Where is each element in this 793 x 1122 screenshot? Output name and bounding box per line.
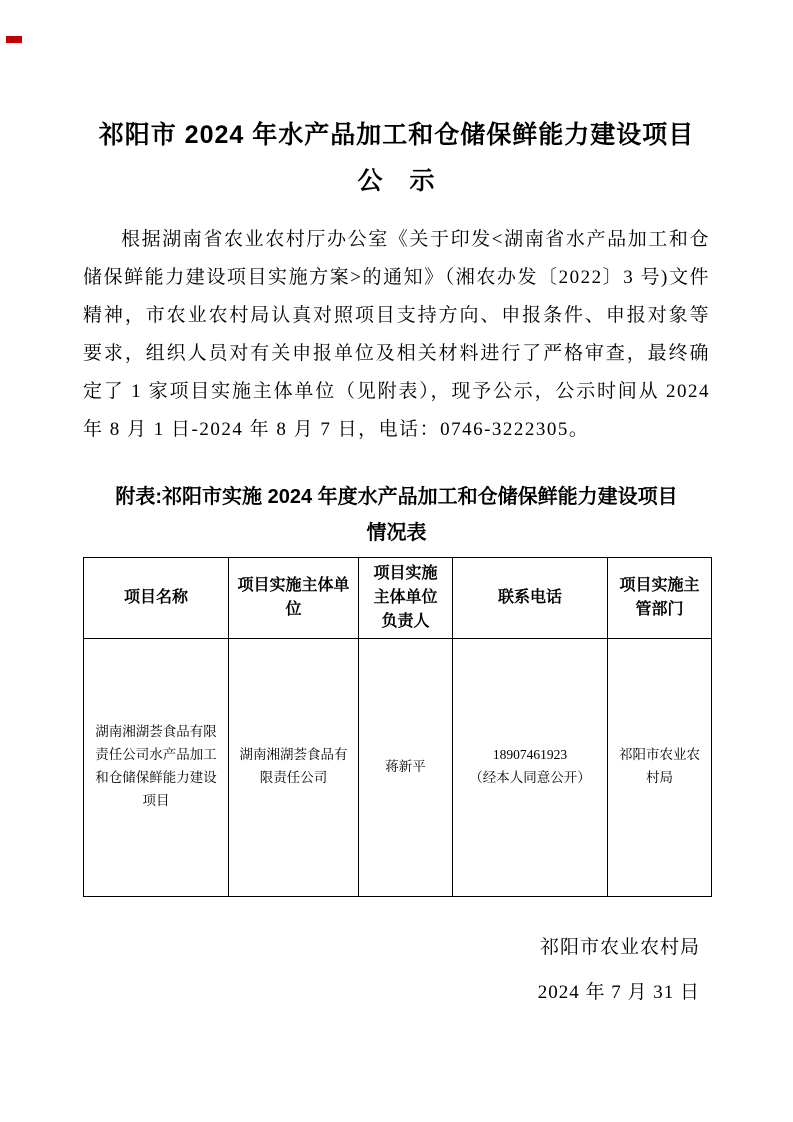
phone-number: 18907461923 [492,747,568,763]
header-contact-phone: 联系电话 [453,557,608,638]
signature-block [83,925,710,1016]
header-supervising-department: 项目实施主管部门 [608,557,712,638]
signature-org: 祁阳市农业农村局 [539,936,700,958]
cell-responsible-person: 蒋新平 [359,638,453,896]
header-implementing-unit: 项目实施主体单位 [229,557,359,638]
signature-date: 2024 年 7 月 31 日 [537,982,700,1004]
document-title [83,112,710,205]
header-project-name: 项目名称 [84,557,229,638]
body-paragraph: 根据湖南省农业农村厅办公室《关于印发<湖南省水产品加工和仓储保鲜能力建设项目实施方案>的通知》（湘农办发〔2022〕3 号)文件精神，市农业农村局认真对照项目支持方向、申报条件、申报对象等要求，组织人员对有关申报单位及相关材料进行了严格审查，最终确定了 1 家项目实施主体单位（见附表），现予公示，公示时间从 2024 年 8 月 1 日-2024 年 8 月 7 日，电话：0746-3222305。 [83,228,710,440]
red-scan-artifact [6,36,22,43]
phone-note: （经本人同意公开） [469,770,591,785]
title-line-2: 公 示 [357,167,436,196]
title-line-1: 祁阳市 2024 年水产品加工和仓储保鲜能力建设项目 [98,121,695,149]
table-row [84,638,712,896]
attachment-caption [83,479,710,551]
cell-project-name: 湖南湘湖荟食品有限责任公司水产品加工和仓储保鲜能力建设项目 [84,638,229,896]
cell-supervising-department: 祁阳市农业农村局 [608,638,712,896]
caption-line-1: 附表:祁阳市实施 2024 年度水产品加工和仓储保鲜能力建设项目 [115,485,678,508]
cell-implementing-unit: 湖南湘湖荟食品有限责任公司 [229,638,359,896]
cell-contact-phone [453,638,608,896]
project-table [83,557,712,897]
header-responsible-person: 项目实施主体单位负责人 [359,557,453,638]
table-header-row [84,557,712,638]
caption-line-2: 情况表 [366,521,427,544]
